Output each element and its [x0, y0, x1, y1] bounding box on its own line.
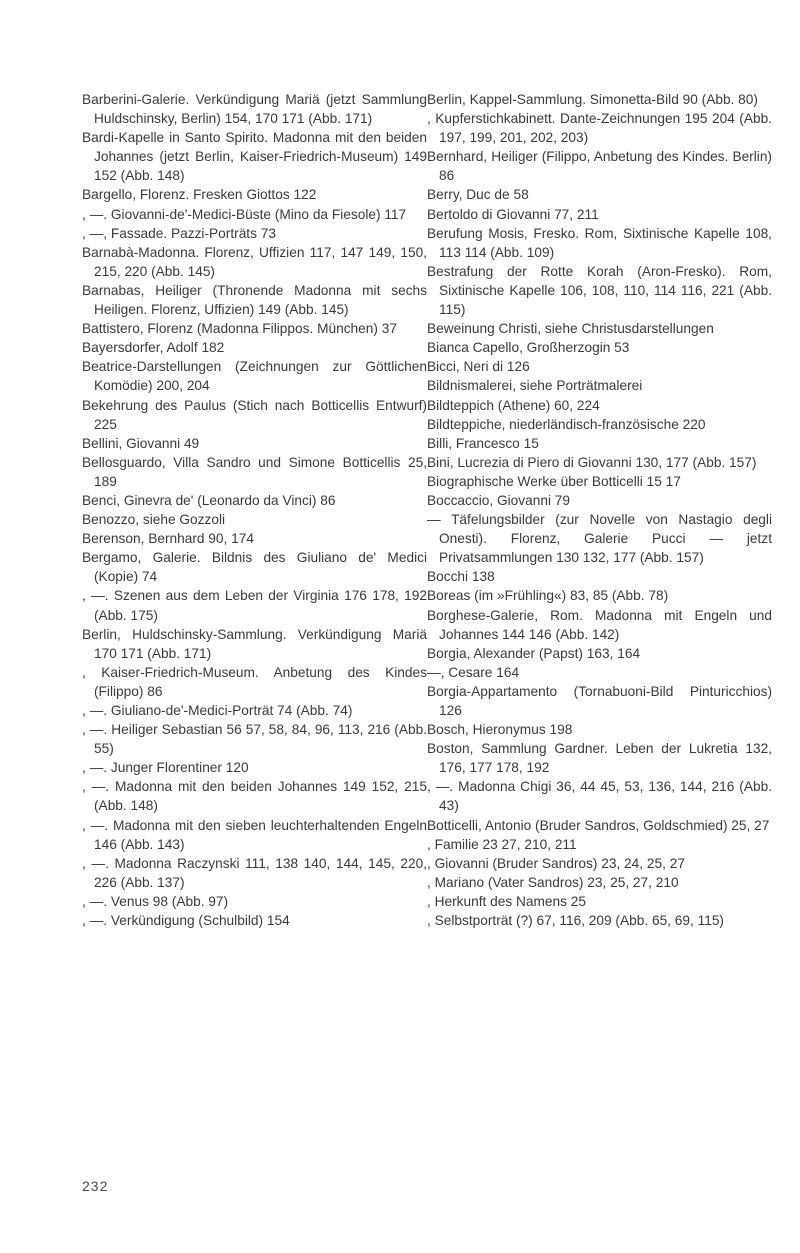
index-entry: Borgia-Appartamento (Tornabuoni-Bild Pinturicchios) 126	[427, 683, 772, 718]
index-entry: Bildnismalerei, siehe Porträtmalerei	[427, 378, 643, 394]
index-entry: , —. Giuliano-de'-Medici-Porträt 74 (Abb. 74)	[82, 703, 353, 718]
index-entry: , Selbstporträt (?) 67, 116, 209 (Abb. 65, 69, 115)	[427, 913, 724, 929]
index-entry: , Kupferstichkabinett. Dante-Zeichnungen 195 204 (Abb. 197, 199, 201, 202, 203)	[427, 111, 772, 146]
index-entry: Billi, Francesco 15	[427, 435, 539, 451]
index-entry: Bildteppich (Athene) 60, 224	[427, 397, 600, 413]
index-entry: Bertoldo di Giovanni 77, 211	[427, 206, 599, 222]
index-entry: , —. Szenen aus dem Leben der Virginia 176 178, 192 (Abb. 175)	[82, 588, 427, 623]
index-entry: Boccaccio, Giovanni 79	[427, 492, 571, 508]
index-entry: Berry, Duc de 58	[427, 187, 529, 203]
index-entry: Borghese-Galerie, Rom. Madonna mit Engeln und Johannes 144 146 (Abb. 142)	[427, 607, 772, 642]
index-entry: , —. Venus 98 (Abb. 97)	[82, 893, 229, 909]
index-entry: Battistero, Florenz (Madonna Filippos. München) 37	[82, 321, 397, 337]
index-entry: Beatrice-Darstellungen (Zeichnungen zur Göttlichen Komödie) 200, 204	[82, 359, 427, 394]
index-entry: , —. Giovanni-de'-Medici-Büste (Mino da Fiesole) 117	[82, 206, 407, 222]
index-entry: , Giovanni (Bruder Sandros) 23, 24, 25, 27	[427, 855, 685, 871]
index-entry: Bergamo, Galerie. Bildnis des Giuliano de' Medici (Kopie) 74	[82, 550, 427, 585]
index-entry: Bosch, Hieronymus 198	[427, 722, 573, 738]
index-entry: Bini, Lucrezia di Piero di Giovanni 130, 177 (Abb. 157)	[427, 454, 757, 470]
index-entry: Bocchi 138	[427, 569, 495, 585]
index-entry: Bekehrung des Paulus (Stich nach Botticellis Entwurf) 225	[82, 397, 427, 432]
index-entry: , —. Junger Florentiner 120	[82, 760, 249, 776]
index-entry: Barnabas, Heiliger (Thronende Madonna mit sechs Heiligen. Florenz, Uffizien) 149 (Abb. 145)	[82, 282, 427, 318]
index-entry: , Mariano (Vater Sandros) 23, 25, 27, 210	[427, 874, 679, 890]
index-entry: Bestrafung der Rotte Korah (Aron-Fresko). Rom, Sixtinische Kapelle 106, 108, 110, 114 116, 221 (Abb. 115)	[427, 263, 772, 318]
index-entry: Bardi-Kapelle in Santo Spirito. Madonna mit den beiden Johannes (jetzt Berlin, Kaiser-Friedrich-Museum) 149 152 (Abb. 148)	[82, 130, 427, 184]
index-entry: , —. Madonna mit den beiden Johannes 149 152, 215 (Abb. 148)	[82, 779, 427, 814]
index-entry: Bicci, Neri di 126	[427, 359, 530, 375]
index-entry: Benci, Ginevra de' (Leonardo da Vinci) 86	[82, 492, 336, 508]
index-entry: , —. Madonna mit den sieben leuchterhaltenden Engeln 146 (Abb. 143)	[82, 817, 427, 852]
index-entry: Bernhard, Heiliger (Filippo, Anbetung des Kindes. Berlin) 86	[427, 149, 772, 184]
index-entry: , Kaiser-Friedrich-Museum. Anbetung des Kindes (Filippo) 86	[82, 664, 427, 699]
index-entry: Beweinung Christi, siehe Christusdarstellungen	[427, 321, 714, 337]
index-column-right	[427, 90, 772, 930]
index-entry: Botticelli, Antonio (Bruder Sandros, Goldschmied) 25, 27	[427, 817, 770, 833]
index-entry: — Täfelungsbilder (zur Novelle von Nastagio degli Onesti). Florenz, Galerie Pucci — jetzt Privatsammlungen 130 132, 177 (Abb. 157)	[427, 512, 772, 566]
index-entry: , —. Madonna Raczynski 111, 138 140, 144, 145, 220, 226 (Abb. 137)	[82, 855, 427, 890]
index-entry: , —, Fassade. Pazzi-Porträts 73	[82, 225, 276, 241]
index-entry: Borgia, Alexander (Papst) 163, 164	[427, 645, 641, 661]
index-entry: Bildteppiche, niederländisch-französische 220	[427, 416, 706, 432]
page-number: 232	[82, 1178, 109, 1194]
index-entry: , —. Verkündigung (Schulbild) 154	[82, 913, 290, 929]
index-entry: , Herkunft des Namens 25	[427, 893, 587, 909]
index-entry: Benozzo, siehe Gozzoli	[82, 512, 226, 528]
index-entry: Bargello, Florenz. Fresken Giottos 122	[82, 187, 317, 203]
index-entry: Barnabà-Madonna. Florenz, Uffizien 117, 147 149, 150, 215, 220 (Abb. 145)	[82, 244, 427, 279]
index-entry: Biographische Werke über Botticelli 15 17	[427, 473, 681, 489]
index-entry: Berenson, Bernhard 90, 174	[82, 531, 254, 547]
index-entry: Bayersdorfer, Adolf 182	[82, 340, 225, 356]
index-entry: Berlin, Kappel-Sammlung. Simonetta-Bild 90 (Abb. 80)	[427, 92, 758, 107]
index-entry: Bellini, Giovanni 49	[82, 435, 200, 451]
index-entry: , —. Madonna Chigi 36, 44 45, 53, 136, 144, 216 (Abb. 43)	[427, 779, 772, 814]
index-entry: Barberini-Galerie. Verkündigung Mariä (jetzt Sammlung Huldschinsky, Berlin) 154, 170 171 (Abb. 171)	[82, 92, 427, 127]
index-entry: Boston, Sammlung Gardner. Leben der Lukretia 132, 176, 177 178, 192	[427, 741, 772, 776]
index-entry: Berufung Mosis, Fresko. Rom, Sixtinische Kapelle 108, 113 114 (Abb. 109)	[427, 225, 772, 260]
index-entry: , —. Heiliger Sebastian 56 57, 58, 84, 96, 113, 216 (Abb. 55)	[82, 722, 427, 757]
index-entry: Boreas (im »Frühling«) 83, 85 (Abb. 78)	[427, 588, 669, 604]
index-entry: —, Cesare 164	[427, 664, 520, 680]
index-column-left	[82, 90, 427, 930]
index-entry: , Familie 23 27, 210, 211	[427, 836, 577, 852]
index-entry: Bellosguardo, Villa Sandro und Simone Botticellis 25, 189	[82, 454, 427, 489]
index-entry: Bianca Capello, Großherzogin 53	[427, 340, 630, 356]
index-entry: Berlin, Huldschinsky-Sammlung. Verkündigung Mariä 170 171 (Abb. 171)	[82, 626, 427, 661]
